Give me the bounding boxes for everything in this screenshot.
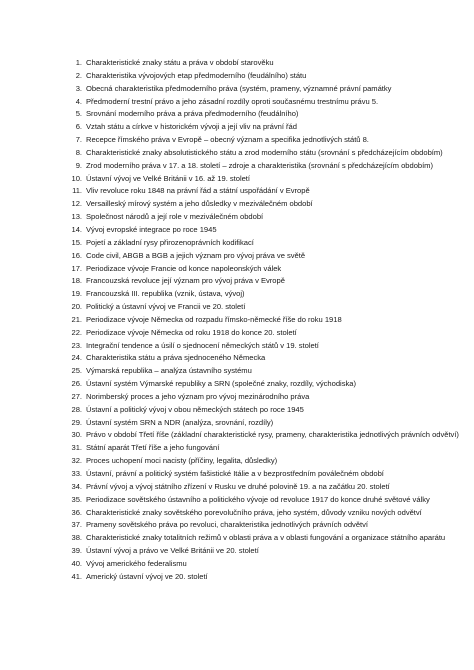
item-text: Politický a ústavní vývoj ve Francii ve 20. století <box>86 302 246 312</box>
list-item <box>70 546 462 557</box>
item-number: 21. <box>71 314 82 324</box>
item-text: Ústavní systém Výmarské republiky a SRN (společné znaky, rozdíly, východiska) <box>86 379 356 389</box>
item-text: Recepce římského práva v Evropě – obecný význam a specifika jednotlivých států 8. <box>86 135 369 145</box>
item-number: 27. <box>71 391 82 401</box>
item-number: 5. <box>75 109 82 119</box>
item-text: Francouzská revoluce její význam pro vývoj práva v Evropě <box>86 276 285 286</box>
list-item <box>70 302 462 313</box>
list-item <box>70 572 462 583</box>
item-text: Společnost národů a její role v meziválečném období <box>86 212 264 222</box>
item-number: 16. <box>71 250 82 260</box>
item-text: Předmoderní trestní právo a jeho zásadní rozdíly oproti současnému trestnímu právu 5. <box>86 96 379 106</box>
item-number: 28. <box>71 404 82 414</box>
item-number: 14. <box>71 224 82 234</box>
item-number: 32. <box>71 456 82 466</box>
list-item <box>70 109 462 120</box>
list-item <box>70 366 462 377</box>
list-item <box>70 276 462 287</box>
list-item <box>70 264 462 275</box>
item-text: Ústavní vývoj a právo ve Velké Británii ve 20. století <box>86 546 259 556</box>
item-number: 3. <box>75 83 82 93</box>
item-text: Periodizace vývoje Německa od rozpadu římsko-německé říše do roku 1918 <box>86 314 342 324</box>
list-item <box>70 508 462 519</box>
item-number: 8. <box>75 147 82 157</box>
item-number: 13. <box>71 212 82 222</box>
item-text: Versailleský mírový systém a jeho důsledky v meziválečném období <box>86 199 313 209</box>
item-number: 37. <box>71 520 82 530</box>
item-number: 40. <box>71 558 82 568</box>
item-text: Vliv revoluce roku 1848 na právní řád a státní uspořádání v Evropě <box>86 186 310 196</box>
list-item <box>70 495 462 506</box>
list-item <box>70 353 462 364</box>
item-number: 34. <box>71 481 82 491</box>
item-text: Charakteristické znaky sovětského porevolučního práva, jeho systém, důvody vzniku nových odvětví <box>86 507 422 517</box>
item-number: 20. <box>71 302 82 312</box>
list-item <box>70 341 462 352</box>
list-item <box>70 443 462 454</box>
list-item <box>70 405 462 416</box>
item-text: Charakteristika státu a práva sjednoceného Německa <box>86 353 266 363</box>
list-item <box>70 186 462 197</box>
item-number: 38. <box>71 533 82 543</box>
item-number: 10. <box>71 173 82 183</box>
exam-topics-list <box>70 58 462 585</box>
item-text: Srovnání moderního práva a práva předmoderního (feudálního) <box>86 109 299 119</box>
item-number: 12. <box>71 199 82 209</box>
item-number: 17. <box>71 263 82 273</box>
item-text: Obecná charakteristika předmoderního práva (systém, prameny, významné právní památky <box>86 83 392 93</box>
list-item <box>70 289 462 300</box>
item-number: 24. <box>71 353 82 363</box>
list-item <box>70 456 462 467</box>
item-text: Ústavní a politický vývoj v obou německých státech po roce 1945 <box>86 404 304 414</box>
item-number: 9. <box>75 160 82 170</box>
item-text: Code civil, ABGB a BGB a jejich význam pro vývoj práva ve světě <box>86 250 306 260</box>
item-number: 7. <box>75 135 82 145</box>
list-item <box>70 533 462 544</box>
list-item <box>70 71 462 82</box>
list-item <box>70 559 462 570</box>
item-number: 11. <box>72 186 82 196</box>
item-text: Prameny sovětského práva po revoluci, charakteristika jednotlivých právních odvětví <box>86 520 368 530</box>
item-text: Vztah státu a církve v historickém vývoji a její vliv na právní řád <box>86 122 297 132</box>
item-number: 29. <box>71 417 82 427</box>
list-item <box>70 161 462 172</box>
list-item <box>70 84 462 95</box>
item-text: Charakteristické znaky totalitních režimů v oblasti práva a v oblasti fungování a organizace státního aparátu <box>86 533 446 543</box>
item-text: Periodizace vývoje Francie od konce napoleonských válek <box>86 263 282 273</box>
list-item <box>70 418 462 429</box>
list-item <box>70 148 462 159</box>
item-text: Výmarská republika – analýza ústavního systému <box>86 366 252 376</box>
item-text: Právní vývoj a vývoj státního zřízení v Rusku ve druhé polovině 19. a na začátku 20. století <box>86 481 390 491</box>
item-number: 6. <box>75 122 82 132</box>
item-number: 4. <box>75 96 82 106</box>
item-text: Francouzská III. republika (vznik, ústava, vývoj) <box>86 289 245 299</box>
item-number: 22. <box>71 327 82 337</box>
item-text: Charakteristické znaky státu a práva v období starověku <box>86 58 274 67</box>
list-item <box>70 520 462 531</box>
item-text: Integrační tendence a úsilí o sjednocení německých států v 19. století <box>86 340 319 350</box>
list-item <box>70 122 462 133</box>
list-item <box>70 469 462 480</box>
item-text: Ústavní, právní a politický systém fašistické Itálie a v bezprostředním poválečném období <box>86 469 384 478</box>
list-item <box>70 97 462 108</box>
item-text: Pojetí a základní rysy přirozenoprávních kodifikací <box>86 237 254 247</box>
item-text: Proces uchopení moci nacisty (příčiny, legalita, důsledky) <box>86 456 278 466</box>
item-number: 36. <box>71 507 82 517</box>
item-text: Charakteristika vývojových etap předmoderního (feudálního) státu <box>86 70 307 80</box>
item-text: Vývoj evropské integrace po roce 1945 <box>86 224 217 234</box>
item-text: Právo v období Třetí říše (základní charakteristické rysy, prameny, charakteristika jednotlivých právních odvětví) <box>86 430 459 440</box>
list-item <box>70 225 462 236</box>
item-text: Periodizace sovětského ústavního a politického vývoje od revoluce 1917 do konce druhé světové války <box>86 494 430 504</box>
item-number: 35. <box>71 494 82 504</box>
item-number: 31. <box>71 443 82 453</box>
item-number: 19. <box>71 289 82 299</box>
item-number: 33. <box>71 469 82 478</box>
item-number: 25. <box>71 366 82 376</box>
item-number: 41. <box>71 571 82 581</box>
item-text: Ústavní systém SRN a NDR (analýza, srovnání, rozdíly) <box>86 417 274 427</box>
list-item <box>70 482 462 493</box>
list-item <box>70 135 462 146</box>
list-item <box>70 58 462 69</box>
item-text: Americký ústavní vývoj ve 20. století <box>86 571 208 581</box>
item-number: 2. <box>75 70 82 80</box>
list-item <box>70 238 462 249</box>
item-text: Státní aparát Třetí říše a jeho fungování <box>86 443 220 453</box>
item-number: 1. <box>75 58 82 67</box>
item-text: Vývoj amerického federalismu <box>86 558 187 568</box>
list-item <box>70 328 462 339</box>
item-text: Ústavní vývoj ve Velké Británii v 16. až 19. století <box>86 173 250 183</box>
list-item <box>70 251 462 262</box>
item-text: Zrod moderního práva v 17. a 18. století – zdroje a charakteristika (srovnání s předcházejícím obdobím) <box>86 160 434 170</box>
item-number: 30. <box>71 430 82 440</box>
item-number: 39. <box>71 546 82 556</box>
list-item <box>70 430 462 441</box>
list-item <box>70 199 462 210</box>
list-item <box>70 212 462 223</box>
item-text: Charakteristické znaky absolutistického státu a zrod moderního státu (srovnání s předcházejícím obdobím) <box>86 147 443 157</box>
item-number: 23. <box>71 340 82 350</box>
item-number: 26. <box>71 379 82 389</box>
list-item <box>70 392 462 403</box>
list-item <box>70 379 462 390</box>
item-text: Periodizace vývoje Německa od roku 1918 do konce 20. století <box>86 327 297 337</box>
list-item <box>70 174 462 185</box>
item-number: 15. <box>71 237 82 247</box>
list-item <box>70 315 462 326</box>
item-text: Norimberský proces a jeho význam pro vývoj mezinárodního práva <box>86 391 310 401</box>
item-number: 18. <box>71 276 82 286</box>
